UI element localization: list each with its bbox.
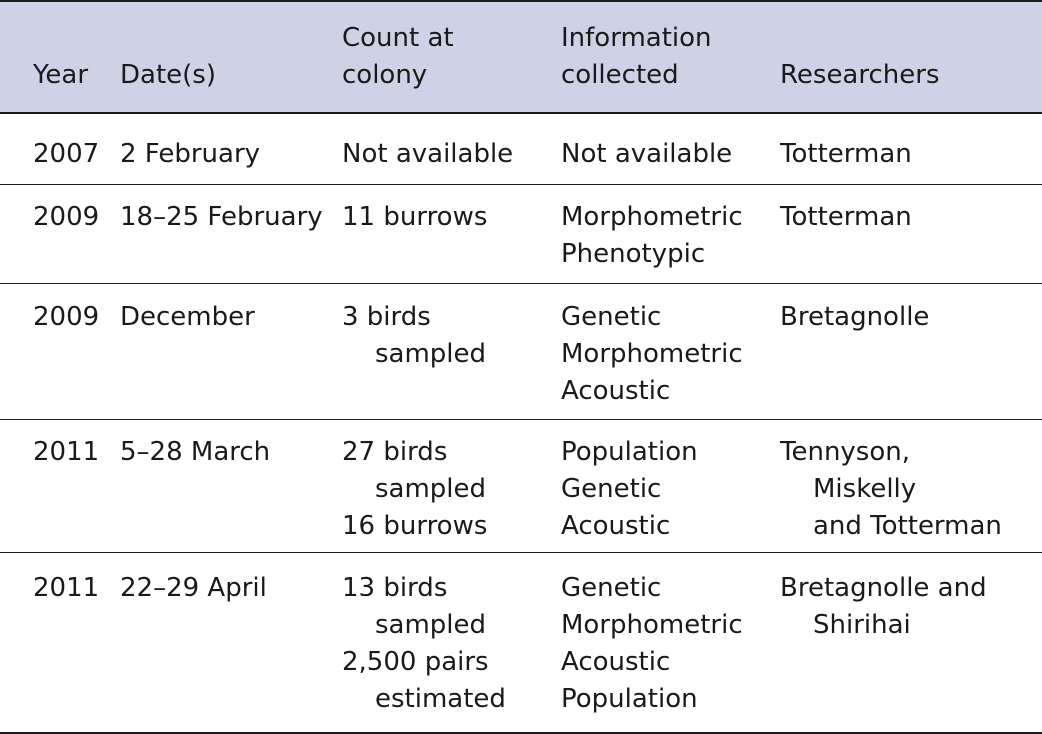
cell-dates: 22–29 April (120, 573, 267, 603)
cell-dates: December (120, 302, 255, 332)
cell-year: 2007 (33, 139, 100, 169)
cell-information: Genetic Morphometric Acoustic Population (561, 573, 743, 714)
cell-count: 11 burrows (342, 202, 488, 232)
table-row (0, 114, 1042, 185)
table-row (0, 185, 1042, 284)
cell-year: 2009 (33, 302, 100, 332)
cell-information: Genetic Morphometric Acoustic (561, 302, 743, 406)
cell-information: Not available (561, 139, 733, 169)
table-row (0, 420, 1042, 553)
header-count: Count at colony (342, 23, 454, 90)
cell-researchers: Tennyson, Miskelly and Totterman (780, 437, 1002, 541)
cell-year: 2011 (33, 437, 100, 467)
cell-researchers: Bretagnolle (780, 302, 930, 332)
table-header (0, 0, 1042, 114)
cell-researchers: Totterman (780, 202, 912, 232)
table-row (0, 553, 1042, 734)
header-dates: Date(s) (120, 60, 216, 90)
header-researchers: Researchers (780, 60, 940, 90)
cell-information: Morphometric Phenotypic (561, 202, 743, 269)
cell-count: 13 birds sampled 2,500 pairs estimated (342, 573, 506, 714)
cell-count: Not available (342, 139, 514, 169)
table-row (0, 284, 1042, 420)
cell-count: 3 birds sampled (342, 302, 487, 369)
cell-year: 2011 (33, 573, 100, 603)
cell-dates: 5–28 March (120, 437, 271, 467)
header-year: Year (33, 60, 89, 90)
cell-researchers: Totterman (780, 139, 912, 169)
cell-year: 2009 (33, 202, 100, 232)
cell-dates: 2 February (120, 139, 261, 169)
cell-dates: 18–25 February (120, 202, 323, 232)
cell-count: 27 birds sampled 16 burrows (342, 437, 488, 541)
cell-information: Population Genetic Acoustic (561, 437, 698, 541)
cell-researchers: Bretagnolle and Shirihai (780, 573, 987, 640)
header-information: Information collected (561, 23, 712, 90)
